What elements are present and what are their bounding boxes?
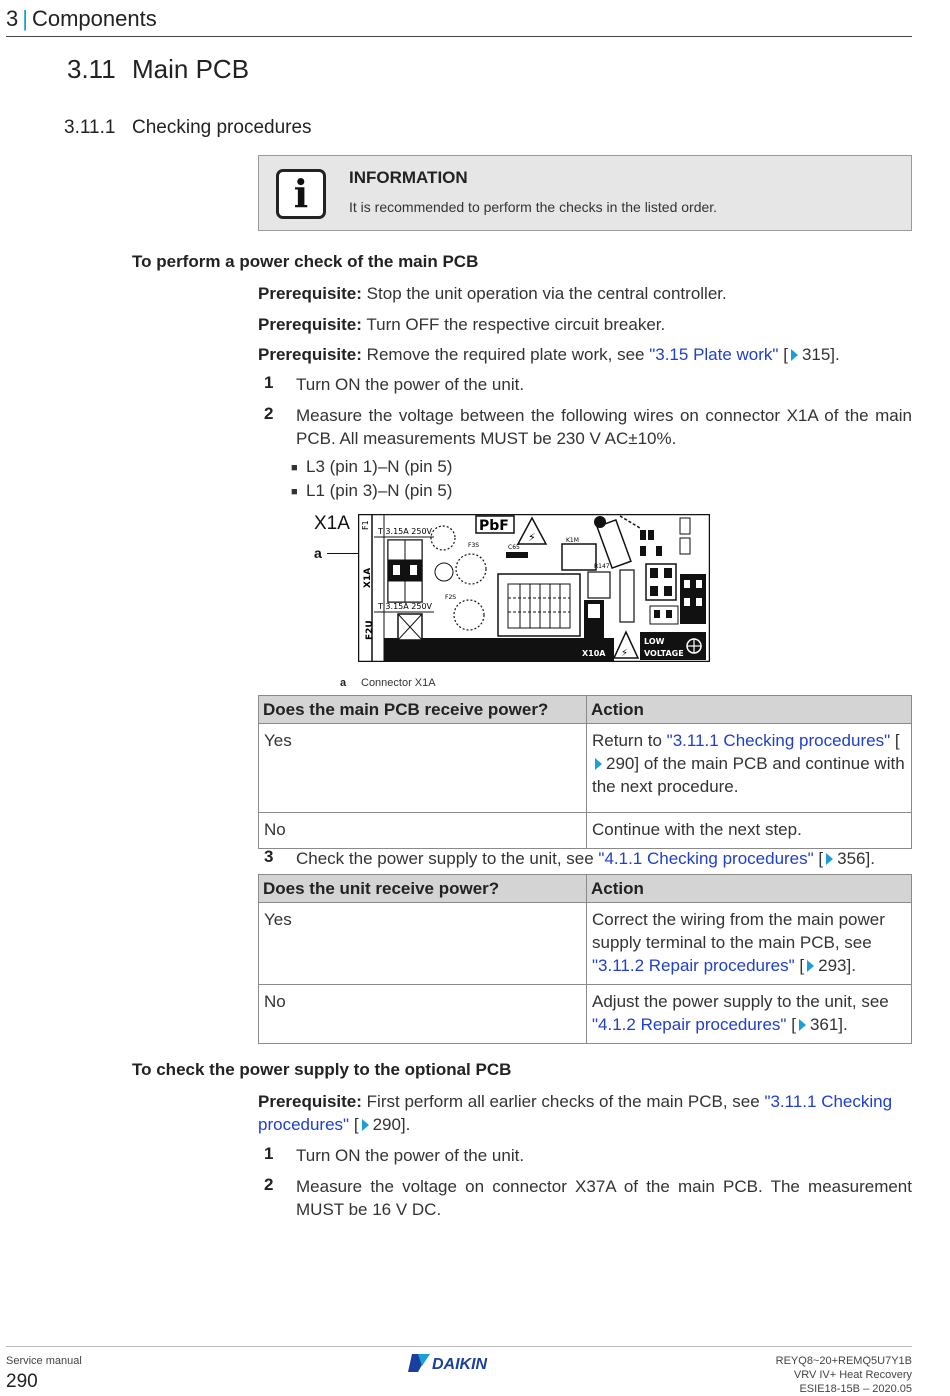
- chapter-title: Components: [31, 6, 157, 31]
- figure-caption-text: Connector X1A: [361, 677, 436, 689]
- daikin-logo: [408, 1352, 512, 1374]
- label-r147: R147: [594, 563, 610, 570]
- prerequisite-text: Stop the unit operation via the central controller.: [366, 284, 727, 303]
- footer-series: VRV IV+ Heat Recovery: [793, 1369, 912, 1381]
- page-header: [6, 6, 157, 32]
- label-k1m: K1M: [566, 537, 579, 544]
- information-title: INFORMATION: [349, 168, 468, 187]
- subsection-title: Checking procedures: [132, 117, 312, 138]
- page-ref-open: [: [799, 956, 805, 975]
- table-row: [259, 813, 912, 849]
- page-ref: 356].: [837, 849, 875, 868]
- label-low: LOW: [644, 637, 665, 646]
- subsection-number: 3.11.1: [64, 117, 116, 138]
- action-text: Adjust the power supply to the unit, see: [592, 992, 889, 1011]
- page-ref-arrow-icon: [799, 1019, 806, 1031]
- label-c65: C65: [508, 544, 520, 551]
- step-text: [296, 847, 912, 870]
- page-ref-arrow-icon: [791, 349, 798, 361]
- label-voltage: VOLTAGE: [644, 649, 684, 658]
- prerequisite-text: Remove the required plate work, see: [366, 345, 645, 364]
- logo-text: DAIKIN: [432, 1356, 488, 1373]
- figure-callout-letter: a: [314, 545, 322, 561]
- table-cell-condition: Yes: [259, 903, 587, 985]
- figure-connector-label: X1A: [314, 513, 350, 534]
- page-ref: 293].: [818, 956, 856, 975]
- step-number: 1: [264, 1144, 274, 1163]
- prerequisite-label: Prerequisite:: [258, 1092, 362, 1111]
- page-ref-open: [: [353, 1115, 359, 1134]
- footer-doc-id: ESIE18-15B – 2020.05: [799, 1383, 912, 1395]
- footer-doc-type: Service manual: [6, 1355, 82, 1367]
- table-cell-action: [587, 985, 912, 1044]
- page-ref-open: [: [783, 345, 788, 364]
- bullet-icon: ■: [291, 462, 298, 474]
- prerequisite-1: [258, 282, 912, 305]
- table-header-action: Action: [587, 875, 912, 903]
- page-ref: 361].: [809, 1015, 848, 1034]
- label-f3s: F3S: [468, 542, 480, 549]
- header-rule: [6, 36, 912, 37]
- page-ref-arrow-icon: [807, 960, 814, 972]
- section-title: Main PCB: [132, 54, 250, 84]
- table-row: [259, 985, 912, 1044]
- hazard-symbol-icon: ⚡: [621, 648, 629, 659]
- table-cell-action: [587, 903, 912, 985]
- prerequisite-label: Prerequisite:: [258, 315, 362, 334]
- table-row: [259, 724, 912, 813]
- step-text: Turn ON the power of the unit.: [296, 375, 525, 394]
- bullet-item: L3 (pin 1)–N (pin 5): [306, 457, 453, 476]
- label-fuse-2: T 3.15A 250V: [378, 602, 432, 611]
- transformer-shape: [498, 574, 580, 636]
- action-text: Correct the wiring from the main power supply terminal to the main PCB, see: [592, 910, 885, 952]
- header-separator: |: [22, 6, 28, 31]
- prerequisite-optional-pcb: [258, 1090, 912, 1136]
- page-ref-arrow-icon: [826, 853, 833, 865]
- procedure-heading: To check the power supply to the optional PCB: [132, 1060, 512, 1079]
- step-number: 2: [264, 404, 274, 423]
- label-f2u: F2U: [365, 620, 375, 640]
- table-cell-action: [587, 724, 912, 813]
- table-header-row: [259, 696, 912, 724]
- link-power-supply-checking[interactable]: "4.1.1 Checking procedures": [598, 849, 814, 868]
- footer-rule: [6, 1346, 912, 1347]
- hazard-symbol-icon: ⚡: [528, 531, 536, 544]
- step-number: 2: [264, 1175, 274, 1194]
- table-header-condition: Does the unit receive power?: [259, 875, 587, 903]
- table-cell-condition: Yes: [259, 724, 587, 813]
- information-box: [258, 155, 912, 231]
- bullet-icon: ■: [291, 486, 298, 498]
- pcb-diagram: [358, 514, 710, 662]
- step-number: 3: [264, 847, 274, 866]
- prerequisite-label: Prerequisite:: [258, 284, 362, 303]
- action-text: Return to: [592, 731, 662, 750]
- decision-table-main-pcb-power: [258, 695, 912, 849]
- table-cell-condition: No: [259, 813, 587, 849]
- table-cell-condition: No: [259, 985, 587, 1044]
- chapter-number: 3: [6, 6, 19, 31]
- step-number: 1: [264, 373, 274, 392]
- action-text: of the main PCB and continue with the next procedure.: [592, 754, 905, 796]
- prerequisite-text: Turn OFF the respective circuit breaker.: [366, 315, 666, 334]
- footer-model: REYQ8~20+REMQ5U7Y1B: [775, 1355, 912, 1367]
- page-ref: 315].: [801, 345, 840, 364]
- section-number: 3.11: [67, 54, 116, 84]
- step-text: Turn ON the power of the unit.: [296, 1146, 525, 1165]
- table-header-action: Action: [587, 696, 912, 724]
- step-text: Measure the voltage between the following wires on connector X1A of the main PCB. All measurements MUST be 230 V AC±10%.: [296, 406, 912, 448]
- step-text: Measure the voltage on connector X37A of the main PCB. The measurement MUST be 16 V DC.: [296, 1177, 912, 1219]
- page-ref-arrow-icon: [362, 1119, 369, 1131]
- prerequisite-text: First perform all earlier checks of the main PCB, see: [366, 1092, 760, 1111]
- prerequisite-3: [258, 343, 912, 366]
- figure-caption-letter: a: [340, 677, 347, 689]
- page-ref-open: [: [894, 731, 900, 750]
- label-f1: F1: [361, 520, 370, 530]
- page-ref-open: [: [791, 1015, 796, 1034]
- prerequisite-2: [258, 313, 912, 336]
- page-ref: 290]: [606, 754, 640, 773]
- link-plate-work[interactable]: "3.15 Plate work": [649, 345, 779, 364]
- step-text-body: Check the power supply to the unit, see: [296, 849, 594, 868]
- table-cell-action: Continue with the next step.: [587, 813, 912, 849]
- page-ref-open: [: [818, 849, 824, 868]
- table-header-condition: Does the main PCB receive power?: [259, 696, 587, 724]
- footer-doc-info: [776, 1354, 912, 1396]
- label-x10a: X10A: [582, 649, 606, 658]
- info-icon: i: [276, 169, 326, 219]
- information-text: It is recommended to perform the checks in the listed order.: [349, 199, 718, 215]
- label-f2s: F2S: [445, 594, 457, 601]
- table-row: [259, 903, 912, 985]
- link-checking-procedures[interactable]: "3.11.1 Checking procedures": [666, 731, 891, 750]
- page-ref: 290].: [372, 1115, 411, 1134]
- label-pbf: PbF: [479, 518, 509, 534]
- procedure-heading: To perform a power check of the main PCB: [132, 252, 479, 271]
- table-header-row: [259, 875, 912, 903]
- link-checking-procedures[interactable]: "3.11.1 Checking procedures": [258, 1092, 893, 1134]
- connector-x1a-shape: [388, 540, 422, 602]
- decision-table-unit-power: [258, 874, 912, 1044]
- page-number: 290: [6, 1371, 38, 1392]
- link-repair-procedures-power[interactable]: "4.1.2 Repair procedures": [592, 1015, 787, 1034]
- prerequisite-label: Prerequisite:: [258, 345, 362, 364]
- label-fuse-1: T 3.15A 250V: [378, 527, 432, 536]
- label-x1a-board: X1A: [363, 567, 373, 588]
- link-repair-procedures-main-pcb[interactable]: "3.11.2 Repair procedures": [592, 956, 795, 975]
- page-ref-arrow-icon: [595, 758, 602, 770]
- bullet-item: L1 (pin 3)–N (pin 5): [306, 481, 453, 500]
